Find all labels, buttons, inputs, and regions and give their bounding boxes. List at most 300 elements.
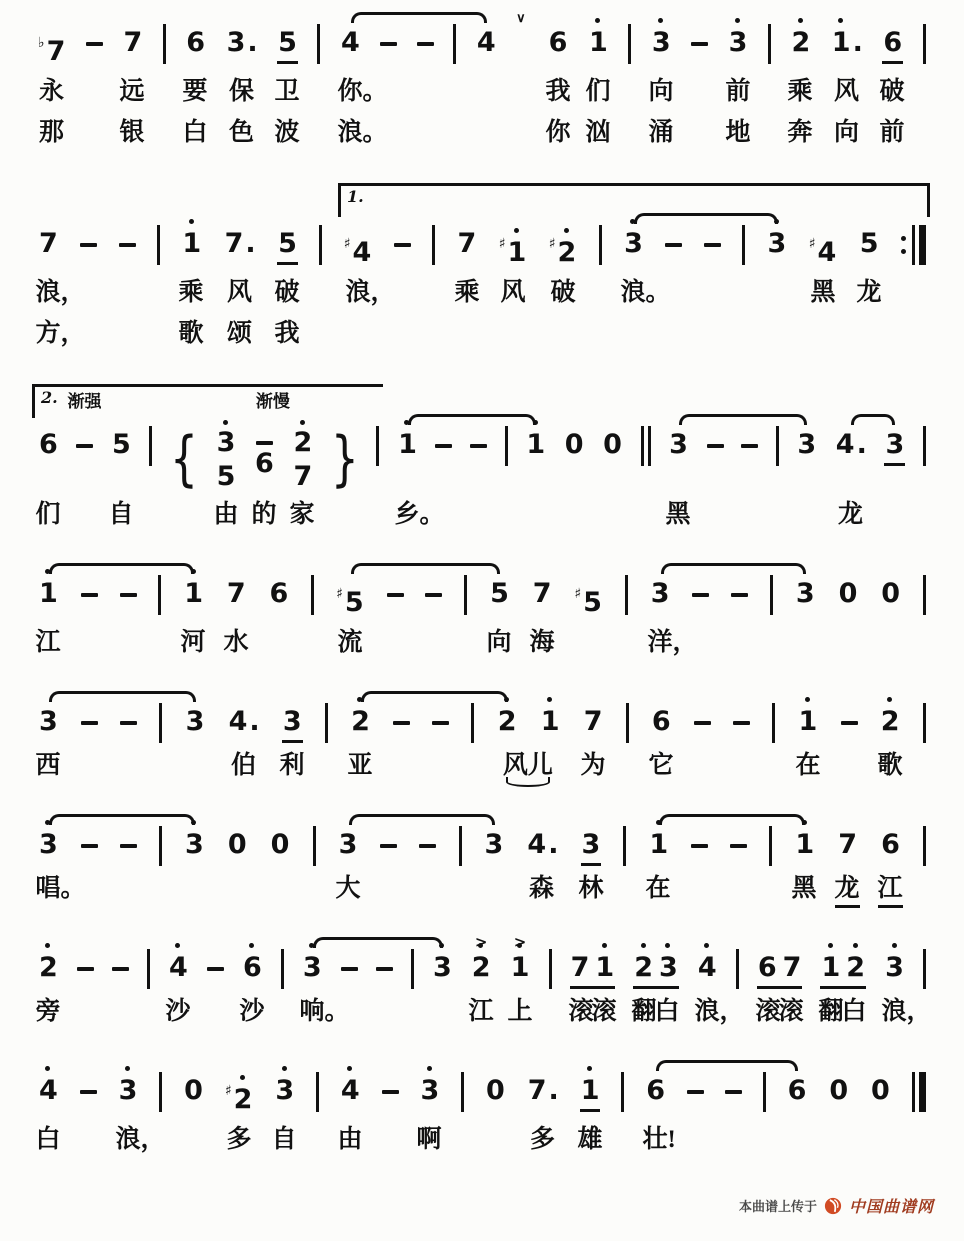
note-digit: 2: [880, 705, 901, 739]
notation-line-3: [36, 382, 928, 533]
lyric-syllable: 龙: [856, 279, 882, 306]
dash: [419, 844, 436, 848]
note-digit: 7: [293, 461, 313, 492]
accidental-icon: ♯: [336, 586, 343, 602]
note: [795, 577, 816, 611]
note: [882, 26, 903, 64]
lyric-syllable: 白: [182, 119, 208, 146]
dash: [741, 444, 758, 448]
dash: [119, 243, 136, 247]
note-digit: 0: [227, 829, 247, 860]
augmentation-dot-icon: .: [548, 1075, 559, 1106]
footer: [30, 1194, 934, 1217]
lyric-syllable: 风儿: [503, 750, 553, 782]
note-digit: 2: [497, 705, 518, 739]
dash: [86, 42, 103, 46]
note: [118, 1074, 139, 1108]
note: [185, 705, 206, 739]
slur-arc: [679, 414, 807, 425]
barline-stroke: [912, 225, 915, 265]
note-digit: 7: [46, 36, 66, 67]
slur-arc: [49, 563, 194, 574]
slur-arc: [349, 814, 495, 825]
barline: [313, 826, 316, 866]
lyric-syllable: 翻: [631, 998, 657, 1025]
barline: [742, 225, 745, 265]
note: [645, 1074, 666, 1108]
lyric-syllable: 上: [507, 998, 533, 1025]
note: [548, 26, 569, 60]
lyric-syllable: 亚: [347, 752, 373, 779]
note: [594, 951, 615, 985]
dash: [841, 721, 858, 725]
note-digit: 3: [795, 578, 815, 609]
note-digit: 5: [112, 429, 131, 460]
notes-row: [36, 577, 928, 620]
note-digit: 0: [838, 578, 858, 609]
note: [583, 705, 604, 739]
note: [277, 26, 298, 64]
lyric-syllable: 风: [834, 78, 860, 105]
note: [432, 951, 453, 985]
octave-dot-icon: [249, 943, 254, 948]
notes-row: [36, 828, 928, 866]
note: [340, 26, 361, 60]
note-digit: 0: [184, 1075, 203, 1106]
barline-stroke: [641, 426, 644, 466]
dash: [382, 1090, 399, 1094]
lyric-syllable: 江: [878, 873, 903, 908]
lyric-syllable: 乡。: [394, 501, 445, 528]
chord-stack: [292, 428, 313, 492]
lyric-syllable: 颂: [227, 320, 253, 347]
barline: [163, 24, 166, 64]
lyric-syllable: 白: [654, 998, 680, 1025]
lyrics-row: [36, 318, 928, 352]
augmentation-dot-icon: .: [548, 829, 559, 860]
note: [809, 227, 838, 270]
lyric-syllable: 破: [274, 279, 300, 306]
barline-stroke: [648, 426, 651, 466]
note: [226, 26, 258, 60]
octave-dot-icon: [602, 943, 607, 948]
note: [338, 828, 359, 862]
barline: [923, 826, 926, 866]
slur-arc: [49, 691, 196, 702]
lyric-syllable: 多: [226, 1126, 252, 1153]
accidental-icon: ♯: [498, 236, 506, 252]
note: [497, 705, 518, 739]
note: [837, 828, 858, 862]
lyric-syllable: 白: [35, 1126, 61, 1153]
note-digit: 4: [168, 951, 189, 985]
note: [489, 577, 510, 611]
note: [880, 577, 901, 611]
dash: [120, 844, 137, 848]
note: [226, 577, 247, 611]
lyric-syllable: 利: [279, 752, 305, 779]
note-digit: 4: [228, 706, 248, 737]
note-digit: 3: [797, 429, 817, 460]
final-barline: [912, 1072, 926, 1112]
lyric-syllable: 自: [271, 1126, 297, 1153]
note-digit: 2: [556, 236, 577, 270]
note: [225, 1074, 254, 1117]
lyric-syllable: 浪。: [620, 279, 671, 306]
note: [525, 428, 546, 462]
barline: [376, 426, 379, 466]
note: [336, 577, 365, 620]
slur-arc: [656, 1060, 798, 1071]
note-digit: 6: [646, 1075, 666, 1106]
notation-line-2: [36, 181, 928, 352]
note: [38, 828, 59, 862]
note: [588, 26, 609, 60]
lyric-syllable: 的: [251, 501, 277, 528]
site-logo-icon: [824, 1197, 842, 1215]
lyric-syllable: 你。: [337, 78, 388, 105]
note: [302, 951, 323, 985]
octave-dot-icon: [658, 18, 663, 23]
score: [0, 12, 964, 1158]
lyric-syllable: 江: [468, 998, 494, 1025]
note-digit: 3: [581, 828, 602, 866]
dash: [435, 444, 452, 448]
note-digit: 4: [835, 429, 855, 460]
accidental-icon: ♯: [574, 586, 582, 602]
note-digit: 4: [340, 1074, 361, 1108]
lyric-syllable: 滚: [591, 998, 617, 1025]
note: [790, 26, 811, 60]
lyric-syllable: 旁: [35, 998, 61, 1025]
note: [242, 951, 263, 985]
octave-dot-icon: [223, 420, 228, 425]
accidental-icon: ♯: [548, 236, 556, 252]
note: [254, 449, 275, 479]
notation-line-7: [35, 933, 932, 1030]
note-digit: 4: [352, 237, 372, 268]
lyric-syllable: 浪，: [35, 279, 86, 306]
notation-line-5: [36, 691, 928, 784]
note-digit: 3: [767, 227, 788, 261]
lyric-syllable: 啊: [416, 1126, 442, 1153]
note-digit: 3: [484, 829, 504, 860]
lyric-syllable: 方，: [35, 320, 86, 347]
lyric-syllable: 海: [529, 629, 555, 656]
note: [884, 951, 905, 985]
note: [880, 705, 901, 739]
lyric-syllable: 滚: [568, 998, 594, 1025]
lyric-syllable: 流: [337, 629, 363, 656]
note: [292, 428, 313, 458]
lyric-syllable: 森: [529, 875, 555, 902]
barline: [149, 426, 152, 466]
note: [880, 828, 901, 862]
note-digit: 3: [338, 829, 358, 860]
note-digit: 3: [226, 27, 246, 58]
lyric-syllable: 乘: [787, 78, 813, 105]
barline: [623, 826, 626, 866]
note-digit: 6: [242, 951, 263, 985]
note-digit: 0: [829, 1075, 849, 1106]
octave-dot-icon: [189, 219, 194, 224]
note-digit: 1: [831, 26, 852, 60]
note-digit: 1: [38, 577, 59, 611]
repeat-dots-icon: [901, 236, 906, 254]
lyric-syllable: 奔: [787, 119, 813, 146]
barline: [923, 703, 926, 743]
lyric-syllable: 要: [182, 78, 208, 105]
note-digit: 6: [186, 27, 206, 58]
barline: [549, 949, 552, 989]
slur-arc: [361, 691, 508, 702]
barline-stroke: [912, 1072, 915, 1112]
barline: [317, 24, 320, 64]
beamed-group: [757, 951, 803, 989]
note-digit: 0: [881, 578, 901, 609]
octave-dot-icon: [828, 943, 833, 948]
octave-dot-icon: [427, 1066, 432, 1071]
note: [485, 1074, 506, 1108]
octave-dot-icon: [564, 228, 569, 233]
lyric-syllable: 滚: [755, 998, 781, 1025]
lyric-syllable: 水: [223, 629, 249, 656]
breath-mark-icon: [516, 26, 528, 60]
barline: [157, 225, 160, 265]
note-digit: 7: [838, 829, 858, 860]
barline: [464, 575, 467, 615]
dash: [730, 844, 747, 848]
barline: [159, 826, 162, 866]
note: [228, 705, 260, 739]
barline: [923, 949, 926, 989]
note: [269, 577, 290, 611]
lyrics-row: [36, 873, 928, 907]
note-digit: 1: [588, 26, 609, 60]
octave-dot-icon: [735, 18, 740, 23]
note: [38, 951, 59, 985]
dash: [665, 243, 682, 247]
notes-row: [36, 1074, 928, 1117]
lyric-syllable: 伯: [231, 752, 257, 779]
note-digit: 4: [38, 1074, 59, 1108]
barline-stroke: [919, 225, 926, 265]
octave-dot-icon: [805, 697, 810, 702]
note-digit: 3: [302, 951, 323, 985]
lyric-syllable: 洋，: [647, 629, 698, 656]
barline-stroke: [919, 1072, 926, 1112]
accent-icon: >: [474, 933, 488, 951]
dash: [380, 42, 397, 46]
note: [527, 1074, 559, 1108]
beamed-group: [633, 951, 679, 989]
note: [532, 577, 553, 611]
lyric-syllable: 色: [229, 119, 255, 146]
note: [787, 1074, 808, 1108]
lyric-syllable: 永: [39, 78, 65, 105]
lyric-syllable: 河: [180, 629, 206, 656]
lyric-syllable: 那: [39, 119, 65, 146]
lyric-syllable: 破: [550, 279, 576, 306]
dash: [120, 721, 137, 725]
lyric-syllable: 们: [585, 78, 611, 105]
dash: [76, 444, 93, 448]
volta-label: 2.: [41, 388, 58, 407]
slur-arc: [49, 814, 195, 825]
note: [122, 26, 143, 60]
note: [111, 428, 132, 462]
barline: [319, 225, 322, 265]
note-digit: 3: [884, 951, 905, 985]
barline: [599, 225, 602, 265]
lyric-syllable: 由: [337, 1126, 363, 1153]
notation-line-6: [36, 814, 928, 907]
slur-arc: [659, 814, 805, 825]
note-digit: 7: [39, 228, 58, 259]
lyric-syllable: 在: [645, 875, 671, 902]
note-digit: 5: [344, 587, 364, 618]
lyrics-row: [36, 750, 928, 784]
note: [350, 705, 371, 739]
barline: [736, 949, 739, 989]
chord-stack: [254, 428, 275, 479]
lyric-syllable: 沙: [165, 998, 191, 1025]
note-digit: 3: [651, 26, 672, 60]
dash: [380, 844, 397, 848]
dash: [80, 243, 97, 247]
slur-arc: [351, 12, 487, 23]
note: [419, 1074, 440, 1108]
note: [820, 951, 841, 985]
note-digit: 0: [564, 429, 584, 460]
note-digit: 2: [633, 951, 654, 985]
note-digit: 1: [798, 705, 819, 739]
note-digit: 2: [845, 951, 866, 985]
dash: [691, 844, 708, 848]
dynamics-label: 渐慢: [255, 392, 290, 411]
lyric-syllable: 白: [841, 998, 867, 1025]
octave-dot-icon: [704, 943, 709, 948]
note-digit: 6: [269, 578, 289, 609]
lyric-syllable: 破: [879, 78, 905, 105]
notes-row: [36, 26, 928, 69]
dash: [432, 721, 449, 725]
note-digit: 3: [419, 1074, 440, 1108]
note: [574, 577, 603, 620]
note: [38, 227, 59, 261]
octave-dot-icon: [595, 18, 600, 23]
note: [526, 828, 558, 862]
octave-dot-icon: [798, 18, 803, 23]
barline: [770, 575, 773, 615]
lyric-syllable: 浪。: [337, 119, 388, 146]
note-digit: 6: [548, 27, 568, 58]
note: [397, 428, 418, 462]
augmentation-dot-icon: .: [852, 27, 863, 58]
note: [648, 828, 669, 862]
lyrics-row: [36, 76, 928, 110]
dash: [256, 441, 273, 445]
note: [697, 951, 718, 985]
notes-row: [36, 424, 928, 494]
note-digit: 5: [859, 228, 879, 259]
lyric-syllable: 在: [795, 752, 821, 779]
note: [581, 828, 602, 866]
lyrics-row: [36, 499, 928, 533]
note-digit: 1: [510, 951, 531, 985]
note: [216, 462, 237, 492]
note: [651, 26, 672, 60]
octave-dot-icon: [853, 943, 858, 948]
note-digit: 7: [583, 706, 603, 737]
dash: [687, 1090, 704, 1094]
note-digit: 1: [820, 951, 841, 985]
lyric-syllable: 由: [213, 501, 239, 528]
lyric-syllable: 歌: [877, 752, 903, 779]
lyric-syllable: 它: [648, 752, 674, 779]
dash: [81, 844, 98, 848]
note: [471, 933, 492, 985]
lyric-syllable: 浪，: [345, 279, 396, 306]
octave-dot-icon: [125, 1066, 130, 1071]
octave-dot-icon: [282, 1066, 287, 1071]
lyric-syllable: 黑: [665, 501, 691, 528]
lyric-syllable: 我: [545, 78, 571, 105]
dash: [77, 967, 94, 971]
lyrics-row: [36, 1124, 928, 1158]
barline: [769, 826, 772, 866]
octave-dot-icon: [45, 943, 50, 948]
note-digit: 3: [282, 705, 303, 743]
note: [183, 577, 204, 611]
note-digit: 3: [623, 227, 644, 261]
note: [658, 951, 679, 985]
barline: [159, 1072, 162, 1112]
note: [668, 428, 689, 462]
note: [549, 227, 578, 270]
lyric-syllable: 前: [725, 78, 751, 105]
lyric-syllable: 龙: [838, 501, 864, 528]
dash: [120, 593, 137, 597]
note: [344, 227, 373, 270]
note: [484, 828, 505, 862]
accidental-icon: ♯: [343, 236, 351, 252]
note: [499, 227, 528, 270]
octave-dot-icon: [240, 1075, 245, 1080]
note-digit: 1: [181, 227, 202, 261]
octave-dot-icon: [45, 1066, 50, 1071]
lyric-syllable: 远: [119, 78, 145, 105]
note-digit: 3: [658, 951, 679, 985]
note: [38, 1074, 59, 1108]
note: [728, 26, 749, 60]
note-digit: 6: [787, 1075, 807, 1106]
note: [168, 951, 189, 985]
barline: [411, 949, 414, 989]
note-digit: 6: [881, 829, 900, 860]
dash: [376, 967, 393, 971]
repeat-end-barline: [901, 225, 926, 265]
lyric-syllable: 家: [289, 501, 315, 528]
octave-dot-icon: [838, 18, 843, 23]
note: [623, 227, 644, 261]
volta-label: 1.: [347, 187, 364, 206]
accidental-icon: ♭: [38, 35, 45, 51]
note-digit: 2: [471, 951, 492, 985]
note: [838, 577, 859, 611]
note: [757, 951, 778, 985]
lyric-syllable: 壮!: [642, 1126, 676, 1153]
